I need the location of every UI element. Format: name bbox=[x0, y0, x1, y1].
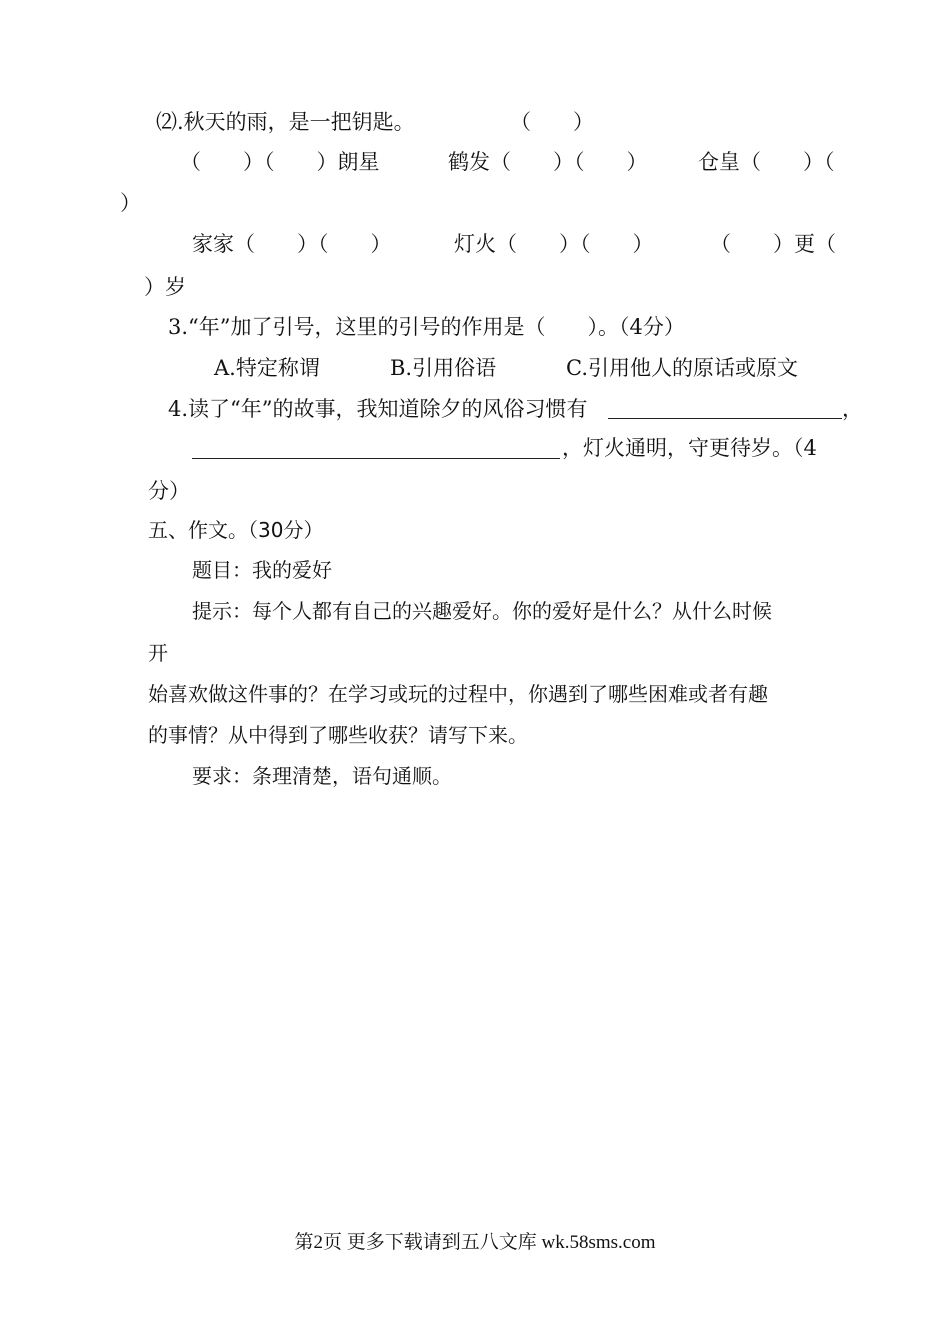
question-3: 3.“年”加了引号，这里的引号的作用是（ ）。（4分） bbox=[168, 315, 685, 339]
question-2-answer-paren: （ ） bbox=[510, 110, 594, 134]
question-3-option-c: C.引用他人的原话或原文 bbox=[566, 356, 798, 380]
question-3-option-b: B.引用俗语 bbox=[390, 356, 497, 380]
question-2-item: ⑵.秋天的雨，是一把钥匙。 bbox=[156, 110, 415, 134]
essay-hint-line-1: 提示：每个人都有自己的兴趣爱好。你的爱好是什么？从什么时候 bbox=[192, 599, 772, 623]
essay-requirement: 要求：条理清楚，语句通顺。 bbox=[192, 764, 452, 788]
idiom-blank-6: （ ）更（ bbox=[710, 232, 836, 256]
question-4-continuation: ，灯火通明，守更待岁。（4 bbox=[562, 436, 817, 460]
question-4-wrap: 分） bbox=[148, 479, 190, 503]
essay-hint-wrap: 开 bbox=[148, 641, 168, 665]
idiom-blank-1: （ ）（ ）朗星 bbox=[180, 150, 380, 174]
idiom-blank-5: 灯火（ ）（ ） bbox=[454, 232, 654, 256]
question-3-option-a: A.特定称谓 bbox=[214, 356, 320, 380]
idiom-blank-3-wrap: ） bbox=[120, 191, 141, 215]
answer-blank-1[interactable] bbox=[608, 418, 842, 419]
question-4-comma: ， bbox=[842, 397, 863, 421]
answer-blank-2[interactable] bbox=[192, 458, 560, 459]
idiom-blank-6-wrap: ）岁 bbox=[144, 275, 186, 299]
idiom-blank-3: 仓皇（ ）（ bbox=[698, 150, 835, 174]
essay-hint-line-3: 的事情？从中得到了哪些收获？请写下来。 bbox=[148, 723, 528, 747]
question-4: 4.读了“年”的故事，我知道除夕的风俗习惯有 bbox=[168, 397, 588, 421]
essay-hint-line-2: 始喜欢做这件事的？在学习或玩的过程中，你遇到了哪些困难或者有趣 bbox=[148, 682, 768, 706]
idiom-blank-4: 家家（ ）（ ） bbox=[192, 232, 392, 256]
page-footer: 第2页 更多下载请到五八文库 wk.58sms.com bbox=[294, 1232, 656, 1253]
idiom-blank-2: 鹤发（ ）（ ） bbox=[448, 150, 648, 174]
essay-title: 题目：我的爱好 bbox=[192, 558, 332, 582]
section-5-heading: 五、作文。（30分） bbox=[148, 518, 324, 542]
